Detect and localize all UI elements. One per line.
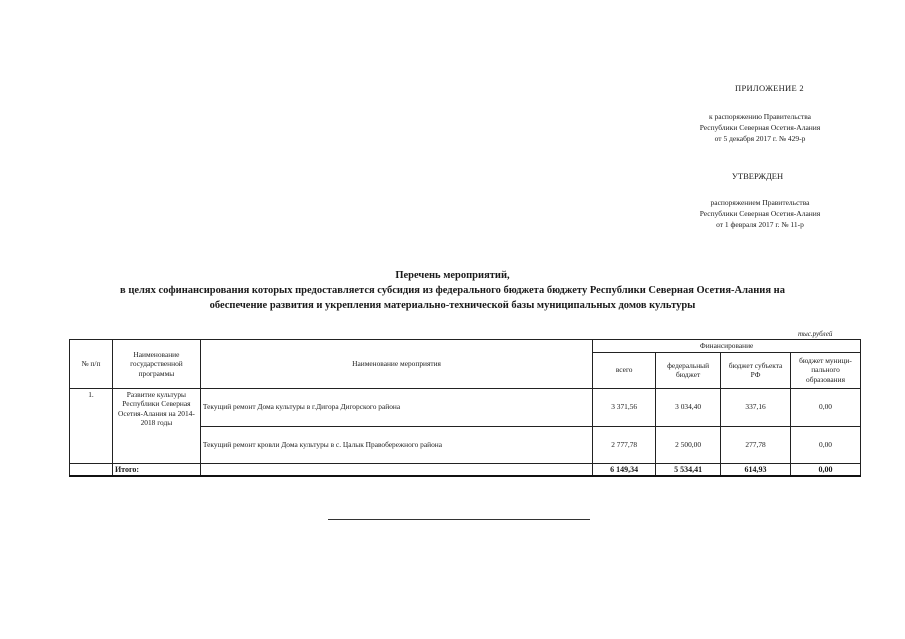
title-line-1: Перечень мероприятий,	[395, 270, 510, 281]
header-subject: бюджет субъекта РФ	[721, 352, 791, 388]
cell-program: Развитие культуры Республики Северная Осетия-Алания на 2014-2018 годы	[112, 388, 200, 463]
unit-label: тыс.рублей	[798, 330, 833, 338]
header-event: Наименование мероприятия	[200, 340, 592, 389]
cell-subject: 277,78	[721, 426, 791, 463]
header-num: № п/п	[70, 340, 113, 389]
reference-line-1: к распоряжению Правительства	[708, 112, 811, 121]
cell-total-empty	[70, 463, 113, 476]
table-total-row	[70, 463, 861, 476]
title-line-2: в целях софинансирования которых предоставляется субсидия из федерального бюджета бюджету Республики Северная Осетия-Алания на	[120, 285, 785, 296]
total-federal: 5 534,41	[656, 463, 721, 476]
events-table	[69, 339, 861, 477]
cell-event: Текущий ремонт кровли Дома культуры в с. Цалык Правобережного района	[200, 426, 592, 463]
approval-line-2: Республики Северная Осетия-Алания	[699, 209, 821, 218]
title-line-3: обеспечение развития и укрепления материально-технической базы муниципальных домов культуры	[209, 300, 696, 311]
cell-municipal: 0,00	[791, 388, 861, 426]
approval-line-1: распоряжением Правительства	[710, 198, 810, 207]
approval-reference	[680, 197, 840, 230]
reference-line-3: от 5 декабря 2017 г. № 429-р	[714, 134, 806, 143]
total-subject: 614,93	[721, 463, 791, 476]
cell-total: 3 371,56	[593, 388, 656, 426]
cell-federal: 2 500,00	[656, 426, 721, 463]
total-municipal: 0,00	[791, 463, 861, 476]
table-row	[70, 388, 861, 426]
total-sum: 6 149,34	[593, 463, 656, 476]
header-municipal: бюджет муници-пального образования	[791, 352, 861, 388]
cell-num: 1.	[70, 388, 113, 463]
document-title	[40, 268, 865, 313]
cell-subject: 337,16	[721, 388, 791, 426]
approved-label: УТВЕРЖДЕН	[731, 171, 784, 181]
cell-total: 2 777,78	[593, 426, 656, 463]
header-total: всего	[593, 352, 656, 388]
approval-line-3: от 1 февраля 2017 г. № 11-р	[716, 220, 804, 229]
cell-federal: 3 034,40	[656, 388, 721, 426]
cell-municipal: 0,00	[791, 426, 861, 463]
header-program: Наименование государственной программы	[112, 340, 200, 389]
header-federal: федеральный бюджет	[656, 352, 721, 388]
table-header-row	[70, 340, 861, 353]
appendix-reference	[680, 111, 840, 144]
cell-total-event-empty	[200, 463, 592, 476]
appendix-label: ПРИЛОЖЕНИЕ 2	[735, 83, 804, 93]
cell-event: Текущий ремонт Дома культуры в г.Дигора Дигорского района	[200, 388, 592, 426]
total-label: Итого:	[112, 463, 200, 476]
reference-line-2: Республики Северная Осетия-Алания	[699, 123, 821, 132]
header-financing: Финансирование	[593, 340, 861, 353]
bottom-rule	[328, 519, 590, 520]
